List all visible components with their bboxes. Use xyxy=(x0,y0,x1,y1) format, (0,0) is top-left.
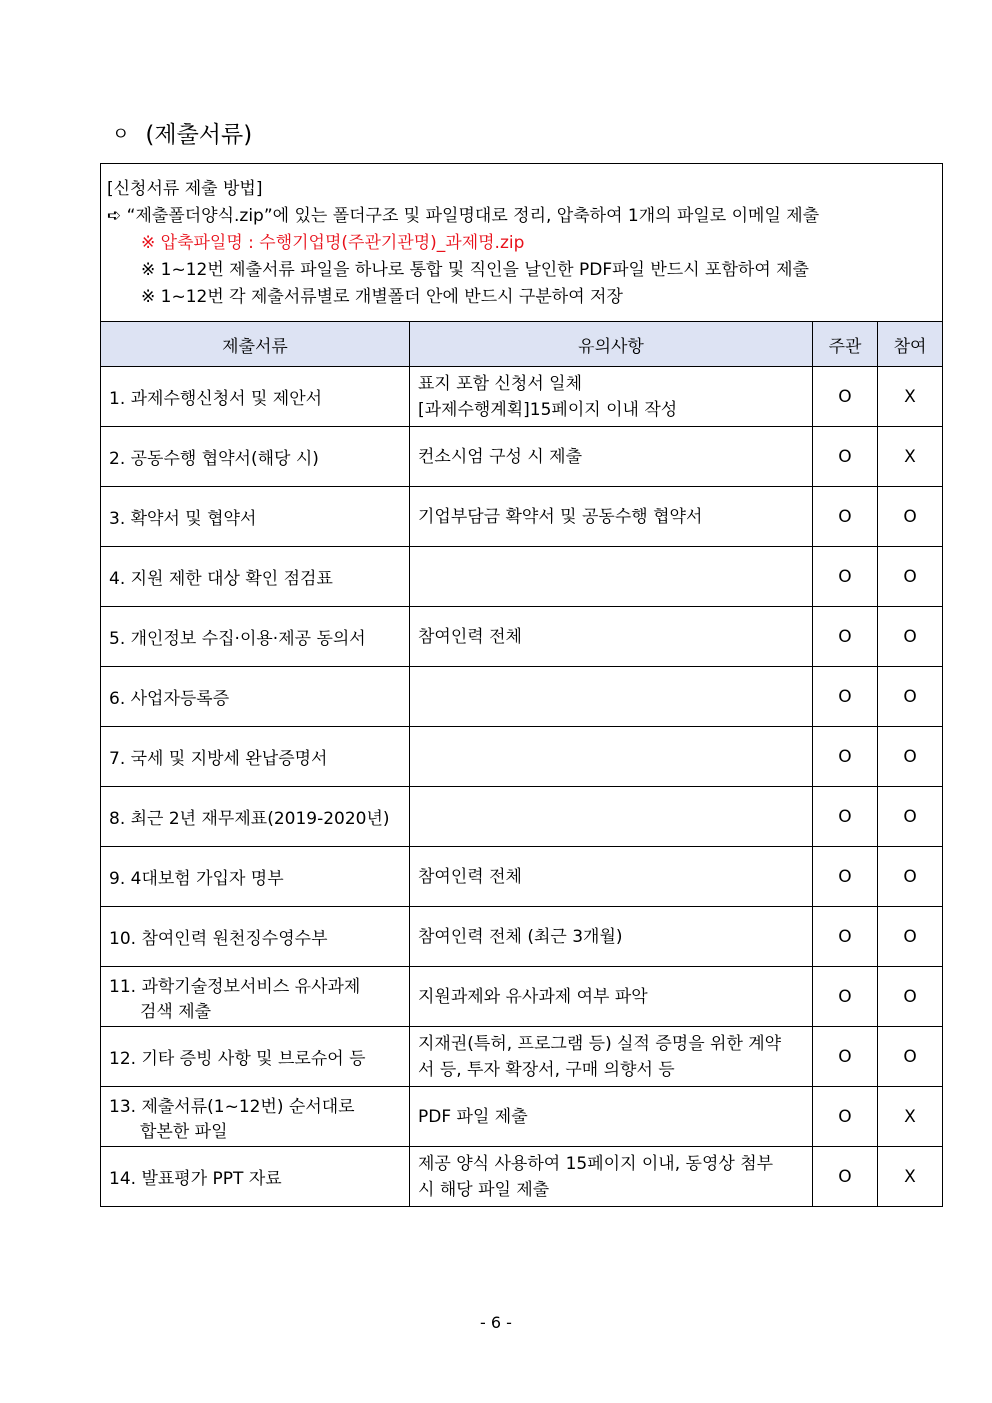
participant-mark: O xyxy=(878,727,943,787)
note-line: 시 해당 파일 제출 xyxy=(418,1179,550,1200)
lead-mark: O xyxy=(813,1027,878,1087)
note-cell xyxy=(410,727,813,787)
note-cell xyxy=(410,1027,813,1087)
note-cell xyxy=(410,487,813,547)
page-number: - 6 - xyxy=(480,1313,512,1332)
note-cell xyxy=(410,967,813,1027)
participant-mark: X xyxy=(878,427,943,487)
document-name-line: 9. 4대보험 가입자 명부 xyxy=(109,869,284,889)
note-line: 지원과제와 유사과제 여부 파악 xyxy=(418,986,648,1007)
lead-mark: O xyxy=(813,427,878,487)
document-name-line: 검색 제출 xyxy=(140,1001,212,1022)
document-name-line: 13. 제출서류(1~12번) 순서대로 xyxy=(109,1096,355,1117)
table-row xyxy=(101,847,943,907)
table-row xyxy=(101,787,943,847)
document-name-line: 5. 개인정보 수집·이용·제공 동의서 xyxy=(109,629,366,649)
participant-mark: O xyxy=(878,847,943,907)
document-name-line: 7. 국세 및 지방세 완납증명서 xyxy=(109,749,328,769)
note-cell xyxy=(410,547,813,607)
note-line: 서 등, 투자 확장서, 구매 의향서 등 xyxy=(418,1059,675,1080)
participant-mark: O xyxy=(878,1027,943,1087)
document-name-line: 11. 과학기술정보서비스 유사과제 xyxy=(109,976,361,997)
lead-mark: O xyxy=(813,607,878,667)
instructions-row xyxy=(101,164,943,322)
note-line: 표지 포함 신청서 일체 xyxy=(418,373,583,394)
participant-mark: O xyxy=(878,667,943,727)
table-row xyxy=(101,487,943,547)
table-row xyxy=(101,907,943,967)
document-name-cell xyxy=(101,607,410,667)
bullet-circle-icon: ㅇ xyxy=(112,123,130,145)
note-line: 참여인력 전체 (최근 3개월) xyxy=(418,926,623,947)
table-row xyxy=(101,967,943,1027)
instructions-cell xyxy=(101,164,943,322)
instructions-main xyxy=(107,203,936,230)
instructions-note-pdf: ※ 1~12번 제출서류 파일을 하나로 통합 및 직인을 날인한 PDF파일 반드시 포함하여 제출 xyxy=(141,260,809,280)
note-line: 기업부담금 확약서 및 공동수행 협약서 xyxy=(418,506,703,527)
participant-mark: O xyxy=(878,907,943,967)
document-name-line: 14. 발표평가 PPT 자료 xyxy=(109,1169,282,1189)
document-name-cell xyxy=(101,1087,410,1147)
document-name-line: 4. 지원 제한 대상 확인 점검표 xyxy=(109,569,333,589)
document-name-cell xyxy=(101,967,410,1027)
table-row xyxy=(101,547,943,607)
document-name-cell xyxy=(101,427,410,487)
document-name-cell xyxy=(101,727,410,787)
lead-mark: O xyxy=(813,727,878,787)
table-header-row xyxy=(101,322,943,367)
document-name-line: 2. 공동수행 협약서(해당 시) xyxy=(109,449,319,469)
document-name-line: 3. 확약서 및 협약서 xyxy=(109,509,257,529)
document-name-cell xyxy=(101,1027,410,1087)
table-row xyxy=(101,1027,943,1087)
note-cell xyxy=(410,607,813,667)
document-name-cell xyxy=(101,547,410,607)
header-participant: 참여 xyxy=(878,322,943,367)
note-cell xyxy=(410,787,813,847)
header-lead: 주관 xyxy=(813,322,878,367)
participant-mark: O xyxy=(878,547,943,607)
lead-mark: O xyxy=(813,547,878,607)
lead-mark: O xyxy=(813,787,878,847)
participant-mark: O xyxy=(878,607,943,667)
participant-mark: X xyxy=(878,367,943,427)
submission-documents-table xyxy=(100,163,943,1207)
lead-mark: O xyxy=(813,1147,878,1207)
instructions-note-filename: ※ 압축파일명 : 수행기업명(주관기관명)_과제명.zip xyxy=(141,233,525,253)
table-row xyxy=(101,427,943,487)
document-name-line: 8. 최근 2년 재무제표(2019-2020년) xyxy=(109,809,390,829)
table-body xyxy=(101,367,943,1207)
participant-mark: X xyxy=(878,1147,943,1207)
note-line: 참여인력 전체 xyxy=(418,626,522,647)
document-name-cell xyxy=(101,847,410,907)
table-row xyxy=(101,1087,943,1147)
note-line: 제공 양식 사용하여 15페이지 이내, 동영상 첨부 xyxy=(418,1153,774,1174)
table-row xyxy=(101,667,943,727)
document-name-line: 10. 참여인력 원천징수영수부 xyxy=(109,929,328,949)
lead-mark: O xyxy=(813,367,878,427)
document-name-line: 1. 과제수행신청서 및 제안서 xyxy=(109,389,323,409)
section-title-text: (제출서류) xyxy=(145,122,253,148)
document-name-line: 12. 기타 증빙 사항 및 브로슈어 등 xyxy=(109,1049,366,1069)
document-name-cell xyxy=(101,1147,410,1207)
header-notes: 유의사항 xyxy=(410,322,813,367)
table-row xyxy=(101,607,943,667)
participant-mark: O xyxy=(878,967,943,1027)
document-name-cell xyxy=(101,487,410,547)
note-line: PDF 파일 제출 xyxy=(418,1106,528,1127)
document-name-cell xyxy=(101,907,410,967)
document-name-cell xyxy=(101,787,410,847)
note-cell xyxy=(410,427,813,487)
lead-mark: O xyxy=(813,847,878,907)
lead-mark: O xyxy=(813,907,878,967)
lead-mark: O xyxy=(813,487,878,547)
table-row xyxy=(101,727,943,787)
note-cell xyxy=(410,847,813,907)
table-row xyxy=(101,1147,943,1207)
note-line: [과제수행계획]15페이지 이내 작성 xyxy=(418,399,678,420)
document-name-line: 6. 사업자등록증 xyxy=(109,689,230,709)
lead-mark: O xyxy=(813,667,878,727)
note-cell xyxy=(410,1147,813,1207)
lead-mark: O xyxy=(813,967,878,1027)
header-documents: 제출서류 xyxy=(101,322,410,367)
arrow-right-icon: ➪ xyxy=(107,206,122,226)
document-name-line: 합본한 파일 xyxy=(140,1121,228,1142)
lead-mark: O xyxy=(813,1087,878,1147)
instructions-heading: [신청서류 제출 방법] xyxy=(107,179,263,199)
note-cell xyxy=(410,907,813,967)
document-name-cell xyxy=(101,367,410,427)
note-cell xyxy=(410,667,813,727)
section-title xyxy=(112,116,252,149)
note-cell xyxy=(410,1087,813,1147)
note-line: 컨소시엄 구성 시 제출 xyxy=(418,446,583,467)
instructions-main-text: “제출폴더양식.zip”에 있는 폴더구조 및 파일명대로 정리, 압축하여 1개의 파일로 이메일 제출 xyxy=(126,206,820,226)
note-cell xyxy=(410,367,813,427)
participant-mark: X xyxy=(878,1087,943,1147)
document-name-cell xyxy=(101,667,410,727)
participant-mark: O xyxy=(878,787,943,847)
note-line: 참여인력 전체 xyxy=(418,866,522,887)
table-row xyxy=(101,367,943,427)
participant-mark: O xyxy=(878,487,943,547)
note-line: 지재권(특허, 프로그램 등) 실적 증명을 위한 계약 xyxy=(418,1033,782,1054)
instructions-note-folders: ※ 1~12번 각 제출서류별로 개별폴더 안에 반드시 구분하여 저장 xyxy=(141,287,623,307)
